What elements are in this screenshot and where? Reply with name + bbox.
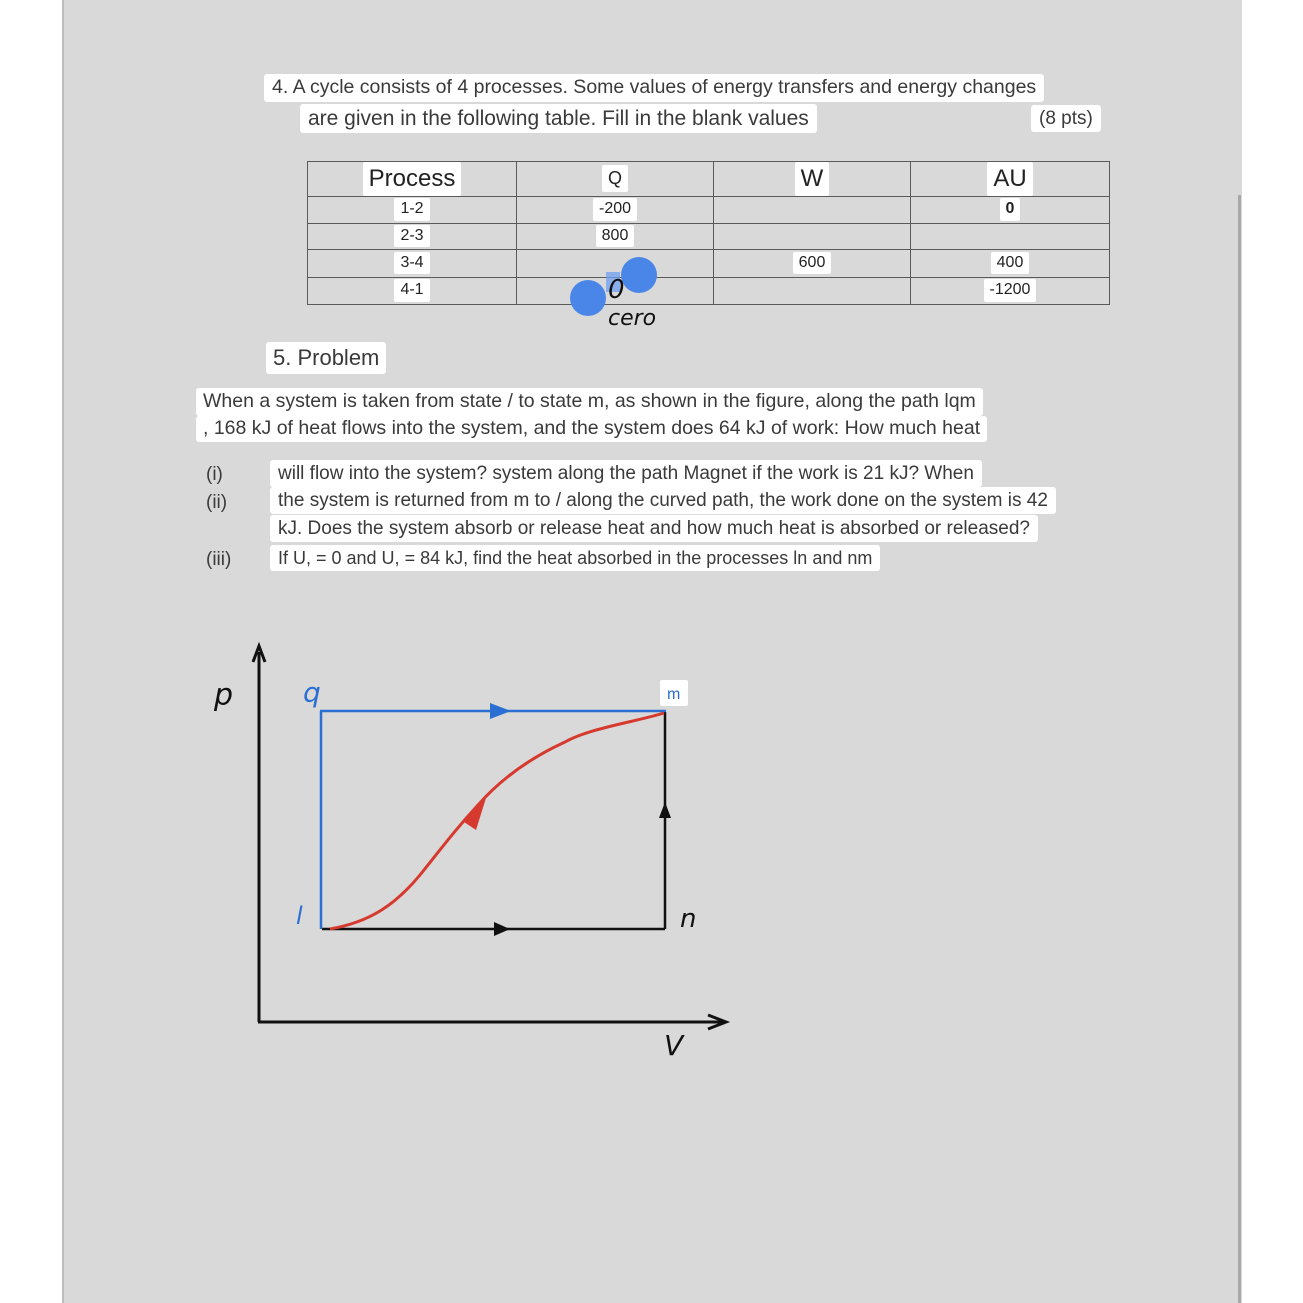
annotation-zero: 0 xyxy=(608,275,625,305)
point-n-label: n xyxy=(680,904,697,934)
selection-handle-end[interactable] xyxy=(621,257,657,293)
cell-q: -200 xyxy=(517,196,714,223)
x-axis-label: V xyxy=(664,1029,684,1062)
q4-points: (8 pts) xyxy=(1031,105,1101,132)
marker-i: (i) xyxy=(206,464,223,485)
y-axis-label: p xyxy=(214,678,234,713)
q5-title: 5. Problem xyxy=(266,342,386,374)
q5-intro-line1: When a system is taken from state / to state m, as shown in the figure, along the path lqm xyxy=(196,388,983,416)
point-l-label: l xyxy=(296,902,303,930)
marker-iii: (iii) xyxy=(206,549,232,570)
cell-q: 800 xyxy=(517,223,714,249)
arrow-curved-icon xyxy=(464,798,486,830)
cell-w: 600 xyxy=(714,249,911,277)
cell-process: 1-2 xyxy=(308,196,517,223)
q5-text-line6: If U, = 0 and U, = 84 kJ, find the heat absorbed in the processes ln and nm xyxy=(270,545,880,571)
q4-text-line1: 4. A cycle consists of 4 processes. Some values of energy transfers and energy changes xyxy=(264,74,1044,102)
header-process: Process xyxy=(308,162,517,197)
q5-text-line4: the system is returned from m to / along the curved path, the work done on the system is 42 xyxy=(270,487,1056,514)
q4-text-line2: are given in the following table. Fill in the blank values xyxy=(300,104,817,133)
header-w: W xyxy=(714,162,911,197)
arrow-l-n-icon xyxy=(494,922,510,936)
annotation-cero: cero xyxy=(608,306,657,331)
path-curved-m-l xyxy=(330,713,664,929)
point-q-label: q xyxy=(303,676,321,709)
point-m-label: m xyxy=(667,686,681,703)
arrow-n-m-icon xyxy=(659,802,671,818)
cell-process: 2-3 xyxy=(308,223,517,249)
arrow-q-m-icon xyxy=(490,703,511,719)
q5-text-line3: will flow into the system? system along the path Magnet if the work is 21 kJ? When xyxy=(270,460,982,487)
cell-du: 0 xyxy=(911,196,1110,223)
marker-ii: (ii) xyxy=(206,492,228,513)
q5-text-line5: kJ. Does the system absorb or release heat and how much heat is absorbed or released? xyxy=(270,515,1038,542)
handwritten-annotation xyxy=(570,257,657,331)
q5-intro-line2: , 168 kJ of heat flows into the system, and the system does 64 kJ of work: How much heat xyxy=(196,416,987,442)
header-q: Q xyxy=(517,162,714,197)
header-du: AU xyxy=(911,162,1110,197)
cell-du: -1200 xyxy=(911,277,1110,304)
cell-process: 3-4 xyxy=(308,249,517,277)
selection-handle-start[interactable] xyxy=(570,280,606,316)
cell-process: 4-1 xyxy=(308,277,517,304)
cell-du: 400 xyxy=(911,249,1110,277)
